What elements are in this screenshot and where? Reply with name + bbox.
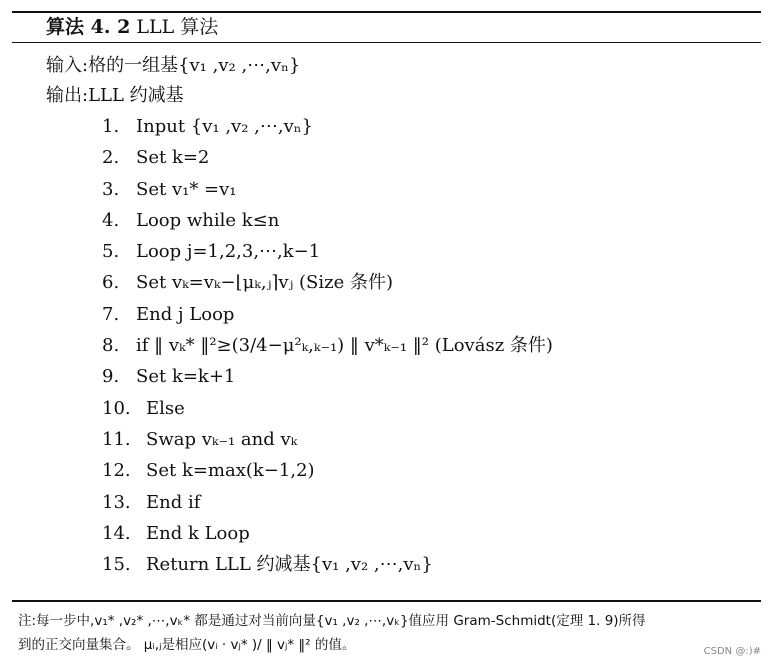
footer-rule xyxy=(12,600,761,602)
step-text: Set vₖ=vₖ−⌊μₖ,ⱼ⌉vⱼ (Size 条件) xyxy=(136,272,393,294)
step-5 xyxy=(102,236,553,267)
step-number: 1. xyxy=(102,116,120,137)
step-15 xyxy=(102,549,553,580)
step-number: 5. xyxy=(102,241,120,263)
step-number: 4. xyxy=(102,209,120,231)
step-11 xyxy=(102,424,553,455)
watermark: CSDN @:)# xyxy=(703,646,761,657)
step-4 xyxy=(102,205,553,236)
step-number: 8. xyxy=(102,335,120,357)
step-8 xyxy=(102,330,553,361)
step-13 xyxy=(102,487,553,518)
input-line: 输入:格的一组基{v₁ ,v₂ ,⋯,vₙ} xyxy=(46,55,301,76)
step-text: End if xyxy=(146,491,201,513)
step-text: Loop while k≤n xyxy=(136,209,280,231)
step-2 xyxy=(102,142,553,173)
algorithm-steps xyxy=(102,111,553,580)
step-text: Set k=k+1 xyxy=(136,366,236,388)
step-number: 3. xyxy=(102,178,120,200)
step-text: Else xyxy=(146,397,185,419)
step-number: 7. xyxy=(102,303,120,325)
step-text: Return LLL 约减基{v₁ ,v₂ ,⋯,vₙ} xyxy=(146,554,433,576)
footnote-line-2: 到的正交向量集合。 μᵢ,ⱼ是相应(vᵢ · vⱼ* )/ ‖ vⱼ* ‖² 的值。 xyxy=(18,637,356,653)
step-text: Set k=2 xyxy=(136,147,210,169)
step-10 xyxy=(102,393,553,424)
step-text: if ‖ vₖ* ‖²≥(3/4−μ²ₖ,ₖ₋₁) ‖ v*ₖ₋₁ ‖² (Lovász 条件) xyxy=(136,335,553,357)
step-7 xyxy=(102,299,553,330)
output-line: 输出:LLL 约减基 xyxy=(46,85,184,106)
step-number: 6. xyxy=(102,272,120,294)
step-number: 12. xyxy=(102,460,131,482)
top-rule xyxy=(12,11,761,13)
step-text: End k Loop xyxy=(146,522,250,544)
algorithm-name: LLL 算法 xyxy=(136,16,219,38)
step-3 xyxy=(102,174,553,205)
step-6 xyxy=(102,267,553,298)
step-text: Set v₁* =v₁ xyxy=(136,178,237,200)
step-text: Loop j=1,2,3,⋯,k−1 xyxy=(136,241,321,263)
step-number: 14. xyxy=(102,522,131,544)
step-number: 2. xyxy=(102,147,120,169)
step-number: 15. xyxy=(102,554,131,576)
step-text: Set k=max(k−1,2) xyxy=(146,460,315,482)
algorithm-title xyxy=(46,14,218,40)
header-rule xyxy=(12,42,761,43)
step-9 xyxy=(102,361,553,392)
step-14 xyxy=(102,518,553,549)
step-number: 10. xyxy=(102,397,131,419)
step-number: 11. xyxy=(102,428,131,450)
step-text: End j Loop xyxy=(136,303,235,325)
step-number: 13. xyxy=(102,491,131,513)
step-1 xyxy=(102,111,553,142)
footnote-line-1: 注:每一步中,v₁* ,v₂* ,⋯,vₖ* 都是通过对当前向量{v₁ ,v₂ ,⋯,vₖ}值应用 Gram-Schmidt(定理 1. 9)所得 xyxy=(18,613,646,629)
step-number: 9. xyxy=(102,366,120,388)
algorithm-number: 算法 4. 2 xyxy=(46,16,131,38)
step-12 xyxy=(102,455,553,486)
step-text: Swap vₖ₋₁ and vₖ xyxy=(146,428,298,450)
step-text: Input {v₁ ,v₂ ,⋯,vₙ} xyxy=(136,116,314,137)
